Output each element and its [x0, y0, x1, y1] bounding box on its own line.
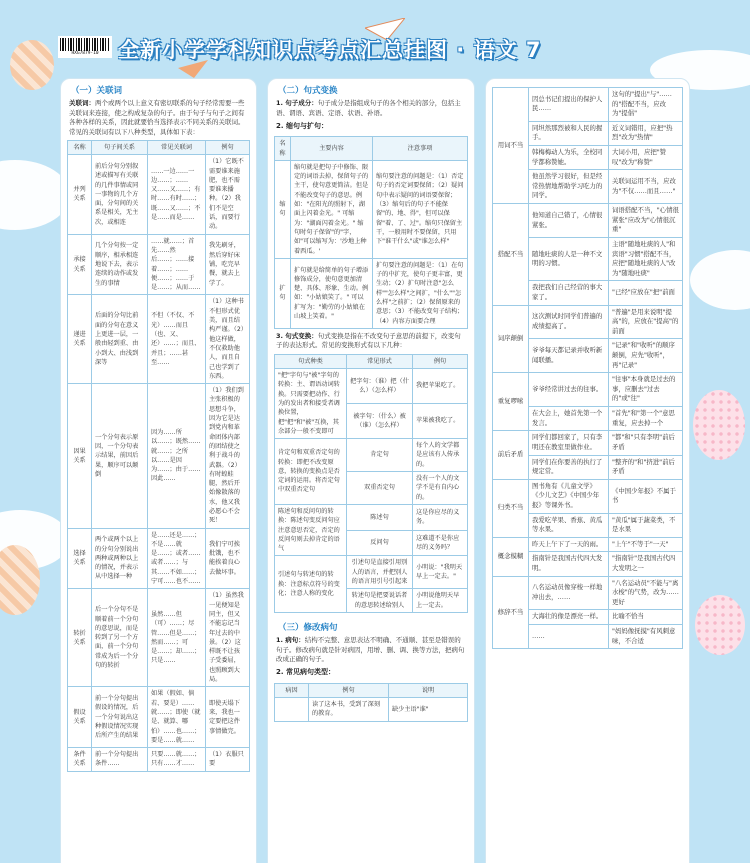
section-title-sentence-transform: （二）句式变换	[278, 86, 338, 96]
relation-name: 转折关系	[68, 589, 92, 687]
disease-note: "八名运动员"不能与"离水梭"的气势，改为……更好	[609, 576, 683, 610]
transform-example: 这难道不是你应尽的义务吗？	[413, 530, 468, 556]
table-row	[493, 305, 683, 339]
transform-example: 每个人的文学都是应该有人传承的。	[413, 439, 468, 472]
relation-name: 承接关系	[68, 234, 92, 295]
disease-note: 词语搭配不当，"心情很紧张"应改为"心情很沉重"	[609, 204, 683, 238]
disease-cause	[275, 697, 309, 721]
table-row	[493, 373, 683, 407]
disease-examples-table	[492, 87, 683, 649]
transform-kind: 肯定句和双重否定句的转换：即把不改变原意，转换的变换点是否定词的运用。将否定句中双重否定句	[275, 439, 347, 505]
relation-name: 因果关系	[68, 384, 92, 528]
disease-category: 归类不当	[493, 479, 529, 537]
relation-name: 选择关系	[68, 528, 92, 589]
transform-kind: 陈述句和反问句的转换：陈述句变反问句应注意意思否定，否定的反问句则去掉肯定的语气	[275, 504, 347, 555]
table-header-cell: 例句	[309, 683, 389, 697]
table-row	[275, 556, 468, 589]
common-conjunctions: 如果（假如、倘若、要是）……就……；即使（就是、就算、哪怕）……也……；要是……就……	[148, 687, 206, 748]
barcode-number: HXG7879-10	[71, 51, 99, 56]
disease-text: 结构不完整、意思表达不明确、不通顺、甚至是错误的句子。修改病句就是针对病因，用增、删、调、换等方法，把病句改成正确的句子。	[276, 636, 465, 664]
sentence-component-paragraph	[268, 99, 474, 118]
barcode	[58, 36, 112, 58]
disease-note: 比喻不恰当	[609, 610, 683, 625]
relation-name: 假设关系	[68, 687, 92, 748]
transform-example: 这是你应尽的义务。	[413, 504, 468, 530]
table-header-cell: 例句	[413, 354, 468, 368]
table-row	[493, 88, 683, 122]
table-row	[493, 537, 683, 552]
transform-form: 转述句是把要说话者的意思转述给别人	[347, 589, 413, 613]
method-note: 扩句要注意的问题是：（1）在句子的中扩充，使句子更丰富，更生动；（2）扩句时注意"怎么样""怎么样"之间扩，"什么""怎么样"之前扩；（2）保留原来的意思；（3）不能改变句子结构；（4）内容方面要合理	[373, 258, 468, 328]
disease-note: "妈妈像抚摸"有风刺意味，不合适	[609, 625, 683, 649]
disease-category: 重复啰嗦	[493, 373, 529, 431]
intro-label: 关联词：	[69, 99, 95, 108]
table-header-cell: 名称	[275, 137, 291, 161]
intro-text: 两个或两个以上意义有密切联系的句子经常需要一些关联词来连接，使之构成复杂的句子。由于句子与句子之间有各种各样的关系，因此就要恰当选择表示不同关系的关联词。常见的关联词有以下八种类型，具体如下表：	[69, 99, 245, 136]
sentence-component-text: 句子成分是指组成句子的各个相关的部分，包括主语、谓语、宾语、定语、状语、补语。	[276, 99, 461, 117]
expand-shrink-title: 2. 缩句与扩句：	[276, 122, 328, 131]
transform-form: 双重否定句	[347, 472, 413, 505]
table-header-cell: 病因	[275, 683, 309, 697]
disease-example: 昨天上午下了一天的雨。	[529, 537, 609, 552]
example-sentence: （1）这种书不但形式优美，而且结构严谨。（2）他这样做，不仅救助他人，而且自己也学到了东西。	[206, 295, 250, 384]
disease-category: 概念模糊	[493, 537, 529, 576]
expand-shrink-table	[274, 136, 468, 329]
table-row	[68, 295, 250, 384]
table-row	[68, 528, 250, 589]
transform-form: 反问句	[347, 530, 413, 556]
table-header-cell: 句子间关系	[92, 141, 148, 155]
example-sentence: （1）虽然我一见便知是同主，但又不能忘记当年过去的中景。（2）这样既不让孩子受委屈，也照顾到大局。	[206, 589, 250, 687]
balloon-decoration	[695, 595, 745, 655]
disease-note: 近义词错用，应把"热烈"改为"热情"	[609, 121, 683, 145]
table-header-cell: 注意事项	[373, 137, 468, 161]
relation-description: 前一个分句提出条件……	[92, 748, 148, 772]
disease-table	[274, 683, 468, 722]
disease-example: 随地吐痰的人是一种不文明的习惯。	[529, 237, 609, 280]
disease-example: 同坦然那烈被和人民的握手。	[529, 121, 609, 145]
disease-example: 这次测试时同学们普遍的成绩提高了。	[529, 305, 609, 339]
relation-description: 几个分句按一定顺序，相承相连地说下去，表示连续的动作或发生的事情	[92, 234, 148, 295]
table-row	[275, 697, 468, 721]
disease-category: 修辞不当	[493, 576, 529, 649]
disease-category: 搭配不当	[493, 204, 529, 305]
example-sentence: （1）我们到主张积极的思想斗争，因为它是达到党内和革命团体内部的团结使之利于战斗的武器。（2）有时蝗蛙腿，然后开始像散落的水，他又我必愿心不会死！	[206, 384, 250, 528]
tense-text: 句式变换是指在不改变句子意思的前提下，改变句子的表达形式。常见的变换形式有以下几种：	[276, 331, 461, 350]
disease-note: "指南针"是我国古代四大发明之一	[609, 552, 683, 576]
sentence-transform-table	[274, 354, 468, 613]
table-row	[68, 748, 250, 772]
tense-paragraph	[268, 332, 474, 351]
disease-note: "往事"本身就是过去的事，应删去"过去的"或"往"	[609, 373, 683, 407]
disease-note: 这句的"提出"与"……的"搭配不当，应改为"提倡"	[609, 88, 683, 122]
common-conjunctions: 是……还是……；不是……就是……；或者……或者……；与其……不如……；宁可……也不……	[148, 528, 206, 589]
table-header-cell: 主要内容	[291, 137, 373, 161]
common-conjunctions: 不但（不仅、不光）……而且（也、又、还）……；而且、并且；……甚至……	[148, 295, 206, 384]
relation-description: 一个分句表示原因，一个分句表示结果，前因后果，顺序可以颠倒	[92, 384, 148, 528]
table-row	[275, 504, 468, 530]
middle-panel	[267, 78, 475, 863]
disease-example: 大海壮的像是漂亮一样。	[529, 610, 609, 625]
disease-example: 读了这本书，受到了深刻的教育。	[309, 697, 389, 721]
method-content: 扩句就是给简单的句子增添修饰成分，使句意更加清楚、具体、形象、生动。例如："小姑娘笑了。" 可以扩写为："勤劳的小姑娘在山坡上笑着。"	[291, 258, 373, 328]
disease-example: 爷爷经常讲过去的往事。	[529, 373, 609, 407]
disease-example: 他知道自己错了，心情很紧张。	[529, 204, 609, 238]
disease-example: 指南针是我国古代四大发明。	[529, 552, 609, 576]
transform-kind: 引述句与转述句的转换：注意标点符号的变化；注意人称的变化	[275, 556, 347, 612]
disease-note: 大词小用，应把"赞叹"改为"称赞"	[609, 146, 683, 170]
disease-note: "已经"应放在"把"前面	[609, 281, 683, 305]
table-row	[275, 258, 468, 328]
disease-note: "普遍"是用来说明"提高"的，应放在"提高"的前面	[609, 305, 683, 339]
table-header-cell: 名称	[68, 141, 92, 155]
table-header-cell: 常见形式	[347, 354, 413, 368]
disease-paragraph	[268, 636, 474, 664]
common-conjunctions: 虽然……但（可）……；尽管……但是……；然而……；可是……；却……；只是……	[148, 589, 206, 687]
method-note: 缩句要注意的问题是：（1）否定句子的否定词要保留；（2）疑问句中表示疑问的词语要保留；（3）缩句后的句子不能保留"的、地、得"，但可以保留"着、了、过"。缩句只保留主干，一般用时不要保留，只用下"谁干什么"或"谁怎么样"	[373, 160, 468, 258]
example-sentence: （1）它既不需要谁来施肥，也不需要谁来播种。（2）我们不是空话，而要行动。	[206, 155, 250, 234]
right-panel	[485, 78, 690, 863]
method-content: 缩句就是把句子中修饰、限定的词语去掉，保留句子的主干，使句意更简洁。但是不能改变句子的意思。例如："在阳光的照射下，湖面上闪着金光。" 可缩为："湖面闪着金光。" 缩句时句子保留"的"字，如"可以缩写为：'沙地上种着西瓜。'	[291, 160, 373, 258]
relation-description: 后一个分句不是顺着前一个分句的意思说，而是转到了另一个方面，前一个分句常成为后一个分句的转折	[92, 589, 148, 687]
table-header-cell: 句式种类	[275, 354, 347, 368]
balloon-decoration	[693, 390, 745, 460]
disease-note: 关联词运用不当，应改为"不仅……而且……"	[609, 170, 683, 204]
table-row	[68, 687, 250, 748]
disease-example: 八名运动员像穿梭一样地冲出去，……	[529, 576, 609, 610]
relation-description: 前后分句分别叙述或描写有关联的几件事情或同一事物的几个方面，分句间的关系是相关，无主次，或相连	[92, 155, 148, 234]
disease-category: 前后矛盾	[493, 431, 529, 479]
disease-note: "首先"和"第一个"意思重复，应去掉一个	[609, 407, 683, 431]
common-conjunctions: ……一边……一边……；……又……又……；有时……有时……；既……又……；不是……而是……	[148, 155, 206, 234]
table-header-cell: 常见关联词	[148, 141, 206, 155]
disease-label: 1. 病句：	[276, 636, 305, 645]
page-title: 全新小学学科知识点考点汇总挂图 · 语文 7	[118, 38, 542, 62]
common-conjunctions: 因为……所以……；既然……就……；之所以……是因为……；由于……因此……	[148, 384, 206, 528]
table-row	[275, 160, 468, 258]
transform-form: 引述句是直接引用别人的语言，并把别人的语言用引号引起来	[347, 556, 413, 589]
common-conjunctions: ……就……；首先……然后……；……接着……；……便……；……于是……；从而……	[148, 234, 206, 295]
example-sentence: 我先刷牙，然后穿好床铺，吃完早餐，就去上学了。	[206, 234, 250, 295]
relation-description: 前一个分句提出假设的情况，后一个分句说出这种假设情况实现后所产生的结果	[92, 687, 148, 748]
table-row	[68, 234, 250, 295]
disease-note: 《中国少年报》不属于书	[609, 479, 683, 513]
common-types-title: 2. 常见病句类型：	[276, 668, 335, 677]
disease-example: 同学们在你要善的执行了规定常。	[529, 455, 609, 479]
cloud-decoration	[690, 250, 750, 310]
disease-note: 主语"随地吐痰的人"和宾语"习惯"搭配不当，应把"随地吐痰的人"改为"随地吐痰"	[609, 237, 683, 280]
disease-note: "黄瓜"属于蔬菜类，不是水果	[609, 513, 683, 537]
disease-example: ……	[529, 625, 609, 649]
disease-note: "整齐的"和"挤进"前后矛盾	[609, 455, 683, 479]
method-name: 缩句	[275, 160, 291, 258]
disease-note: "记录"和"收听"的顺序颠倒，应先"收听"，再"记录"	[609, 339, 683, 373]
table-header-cell: 说明	[389, 683, 468, 697]
disease-note: "上午"不等于"一天"	[609, 537, 683, 552]
header	[0, 0, 750, 80]
method-name: 扩句	[275, 258, 291, 328]
section-title-conjunctions: （一）关联词	[71, 86, 123, 96]
disease-example: 我把我们自己经营的事大家了。	[529, 281, 609, 305]
disease-example: 因总书记们提出的保护人民……	[529, 88, 609, 122]
disease-example: 在大会上，她首先第一个发言。	[529, 407, 609, 431]
disease-example: 我爱吃苹果、香蕉、黄瓜等水果。	[529, 513, 609, 537]
relation-name: 并列关系	[68, 155, 92, 234]
table-row	[275, 439, 468, 472]
intro-paragraph	[61, 99, 256, 137]
example-sentence: （1）衣服只要	[206, 748, 250, 772]
disease-example: 爷爷每天都记录并收听新闻联播。	[529, 339, 609, 373]
disease-example: 他虽然学习很好，但是经常热情地帮助学习吃力的同学。	[529, 170, 609, 204]
transform-example: 没有一个人的文学不是有自内心的。	[413, 472, 468, 505]
table-row	[493, 431, 683, 455]
sentence-component-label: 1. 句子成分：	[276, 99, 318, 108]
table-row	[493, 479, 683, 513]
disease-note: 缺少主语"谁"	[389, 697, 468, 721]
section-title-fix-sentences: （三）修改病句	[278, 622, 338, 633]
disease-example: 韩梅梅动人为乐，全校同学都称赞她。	[529, 146, 609, 170]
example-sentence: 即使天塌下来，我也一定要把这件事情做完。	[206, 687, 250, 748]
tense-title: 3. 句式变换：	[276, 331, 318, 340]
barcode-icon	[60, 38, 110, 51]
disease-note: "都"和"只有李明"前后矛盾	[609, 431, 683, 455]
transform-form: 被字句：（什么）被（谁）（怎么样）	[347, 404, 413, 439]
common-conjunctions: 只要……就……；只有……才……	[148, 748, 206, 772]
table-row	[68, 155, 250, 234]
relation-name: 递进关系	[68, 295, 92, 384]
table-row	[493, 204, 683, 238]
transform-form: 把字句：（谁）把（什么）（怎么样）	[347, 369, 413, 404]
disease-category: 用词不当	[493, 88, 529, 204]
disease-category: 词序颠倒	[493, 305, 529, 373]
disease-example: 同学们都回家了，只有李明还在教室里做作业。	[529, 431, 609, 455]
table-row	[68, 589, 250, 687]
relation-description: 后面的分句比前面的分句在意义上更进一层，一般由轻到重、由小到大、由浅到深等	[92, 295, 148, 384]
disease-example: 图书角有《儿童文学》《少儿文艺》《中国少年报》等课外书。	[529, 479, 609, 513]
transform-example: 我把苹果吃了。	[413, 369, 468, 404]
transform-kind: "把"字句与"被"字句的转换：主、谓语动词转换。只需要把动作、行为的发出者和接受者调换位置，把"把"和"被"互换，其余部分一般不变即可	[275, 369, 347, 439]
example-sentence: 我们宁可挨批饿，也不能挨着良心去做坏事。	[206, 528, 250, 589]
conjunction-table	[67, 140, 250, 772]
transform-example: 小明说："我明天早上一定去。"	[413, 556, 468, 589]
left-panel	[60, 78, 257, 863]
table-header-cell: 例句	[206, 141, 250, 155]
transform-form: 陈述句	[347, 504, 413, 530]
transform-form: 肯定句	[347, 439, 413, 472]
transform-example: 苹果被我吃了。	[413, 404, 468, 439]
table-row	[68, 384, 250, 528]
table-row	[275, 369, 468, 404]
relation-description: 两个或两个以上的分句分别说出两种或两种以上的情况，并表示从中选择一种	[92, 528, 148, 589]
transform-example: 小明说他明天早上一定去。	[413, 589, 468, 613]
table-row	[493, 576, 683, 610]
relation-name: 条件关系	[68, 748, 92, 772]
